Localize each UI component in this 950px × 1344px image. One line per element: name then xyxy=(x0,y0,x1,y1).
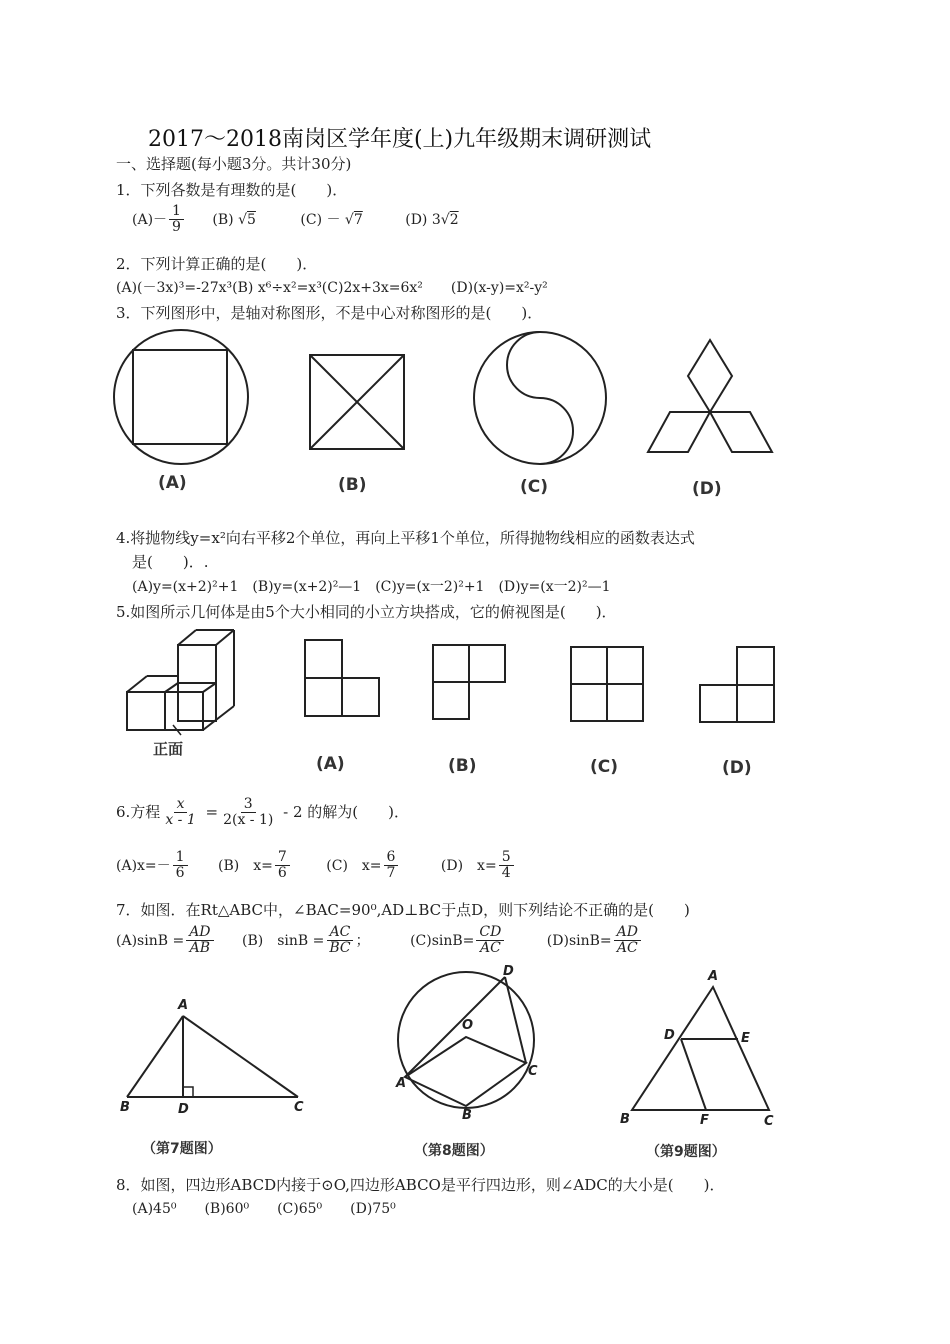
question-5-stem: 5.如图所示几何体是由5个大小相同的小立方块搭成，它的俯视图是( )． xyxy=(116,603,617,621)
question-2-options[interactable]: (A)(－3x)³=-27x³(B) x⁶÷x²=x³(C)2x+3x=6x² (D)(x-y)=x²-y² xyxy=(116,280,548,296)
fig7-point-a: A xyxy=(178,998,189,1013)
fig7-caption: （第7题图） xyxy=(142,1141,222,1157)
fig8-point-a: A xyxy=(396,1076,407,1091)
figure-3c-label: (C) xyxy=(520,477,549,497)
fig9-point-c: C xyxy=(764,1114,774,1129)
fig9-point-e: E xyxy=(741,1031,750,1046)
question-4-stem: 4.将抛物线y=x²向右平移2个单位，再向上平移1个单位，所得抛物线相应的函数表达式 xyxy=(116,529,695,547)
fig8-point-o: O xyxy=(462,1018,474,1033)
fig7-point-b: B xyxy=(120,1100,130,1115)
top-view-c-label: (C) xyxy=(590,757,619,777)
figure-3b-label: (B) xyxy=(338,475,367,495)
fig9-point-b: B xyxy=(620,1112,630,1127)
figure-3d-label: (D) xyxy=(692,479,722,499)
q1-option-a[interactable]: (A)－ $\frac{1}{9}$ xyxy=(132,212,190,228)
fig9-point-a: A xyxy=(708,969,719,984)
question-8-options[interactable]: (A)45⁰ (B)60⁰ (C)65⁰ (D)75⁰ xyxy=(132,1201,396,1217)
top-view-b-label: (B) xyxy=(448,756,477,776)
fig8-caption: （第8题图） xyxy=(414,1143,494,1159)
fig9-point-f: F xyxy=(700,1113,709,1128)
q1-option-c[interactable]: (C) － √7 xyxy=(300,211,363,228)
figure-3a-label: (A) xyxy=(158,473,187,493)
q7-option-d[interactable]: (D)sinB= $\frac{AD}{AC}$ xyxy=(547,933,643,949)
fig7-point-d: D xyxy=(178,1102,189,1117)
q7-option-a[interactable]: (A)sinB = $\frac{AD}{AB}$ xyxy=(116,933,216,949)
question-3-stem: 3．下列图形中，是轴对称图形，不是中心对称图形的是( )． xyxy=(116,304,543,322)
question-1-stem: 1．下列各数是有理数的是( )． xyxy=(116,181,348,199)
fig8-point-c: C xyxy=(528,1064,538,1079)
q1-option-d[interactable]: (D) 3√2 xyxy=(405,211,459,228)
fig7-point-c: C xyxy=(294,1100,304,1115)
figure-7 xyxy=(127,1016,298,1097)
fig8-point-d: D xyxy=(503,964,514,979)
fig9-caption: （第9题图） xyxy=(646,1144,726,1160)
figure-9 xyxy=(632,987,769,1110)
question-4-stem-cont: 是( )．. xyxy=(132,553,209,571)
fig9-point-d: D xyxy=(664,1028,675,1043)
front-label: 正面 xyxy=(153,740,184,758)
page-title: 2017～2018南岗区学年度(上)九年级期末调研测试 xyxy=(148,127,652,152)
q6-option-b[interactable]: (B) x= $\frac{7}{6}$ xyxy=(218,858,292,874)
question-7-stem: 7．如图．在Rt△ABC中，∠BAC=90⁰,AD⊥BC于点D，则下列结论不正确的是( ) xyxy=(116,901,690,919)
question-4-options[interactable]: (A)y=(x+2)²+1 (B)y=(x+2)²—1 (C)y=(x一2)²+1 (D)y=(x一2)²—1 xyxy=(132,579,611,595)
figure-8 xyxy=(398,972,534,1108)
question-6-stem: 6.方程 $\frac{x}{x - 1}$ = $\frac{3}{2(x - 1)}$ - 2 的解为( )． xyxy=(116,796,409,829)
q1-option-b[interactable]: (B) √5 xyxy=(212,211,256,228)
top-view-d-label: (D) xyxy=(722,758,752,778)
q7-option-b[interactable]: (B) sinB = $\frac{AC}{BC}$ ； xyxy=(241,924,370,957)
q6-option-d[interactable]: (D) x= $\frac{5}{4}$ xyxy=(441,858,516,874)
q7-option-c[interactable]: (C)sinB= $\frac{CD}{AC}$ xyxy=(410,933,506,949)
question-8-stem: 8．如图，四边形ABCD内接于⊙O,四边形ABCO是平行四边形，则∠ADC的大小是( )． xyxy=(116,1176,725,1194)
fig8-point-b: B xyxy=(462,1108,472,1123)
top-view-a-label: (A) xyxy=(316,754,345,774)
q6-option-c[interactable]: (C) x= $\frac{6}{7}$ xyxy=(326,858,400,874)
section-heading: 一、选择题(每小题3分。共计30分) xyxy=(116,155,352,173)
question-2-stem: 2．下列计算正确的是( )． xyxy=(116,255,318,273)
q6-option-a[interactable]: (A)x=－ $\frac{1}{6}$ xyxy=(116,858,190,874)
